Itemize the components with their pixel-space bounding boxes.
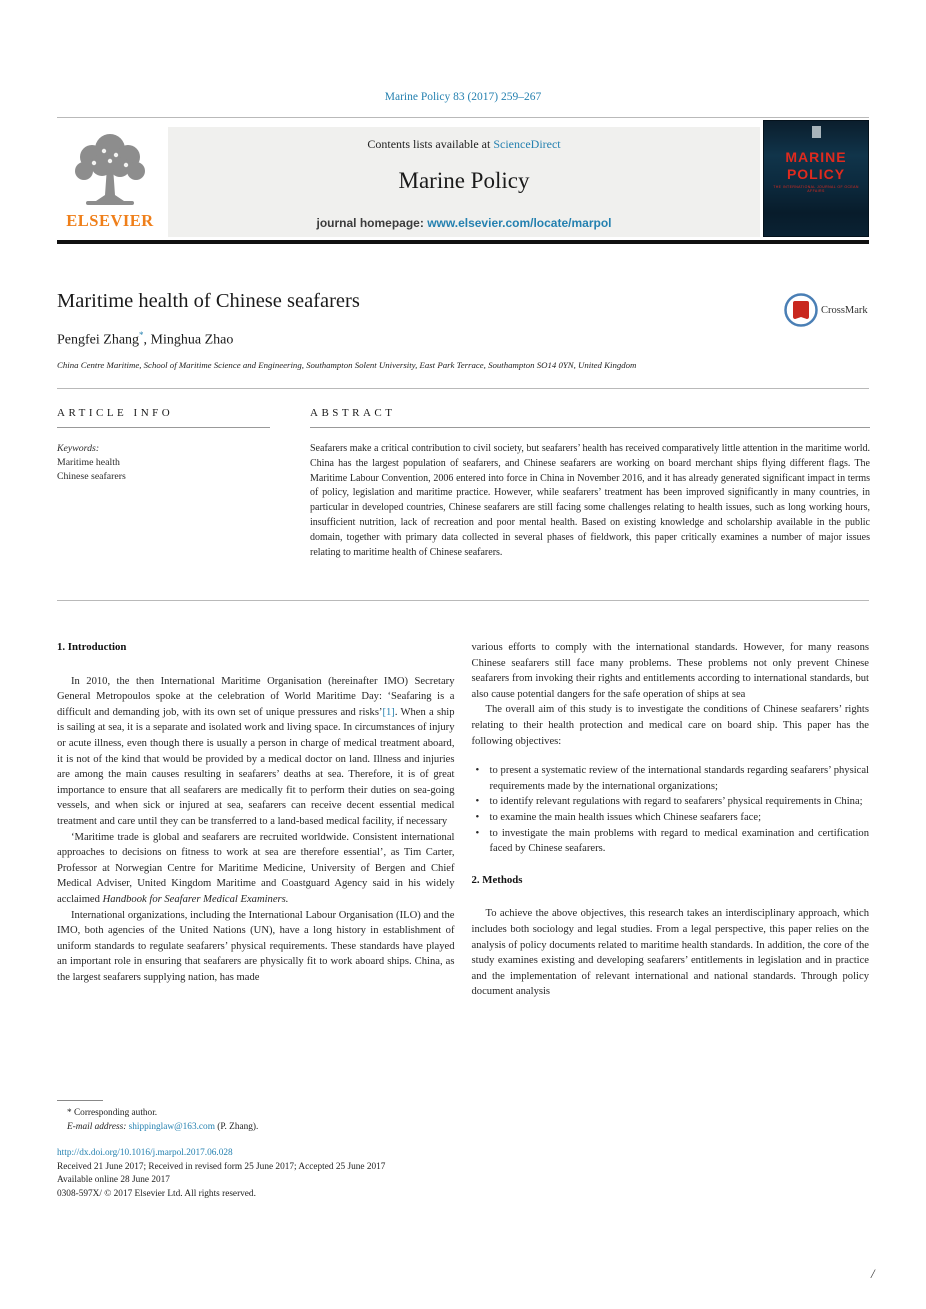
masthead-box	[168, 127, 760, 237]
footnote-rule	[57, 1100, 103, 1101]
contents-prefix: Contents lists available at	[367, 137, 494, 151]
paragraph	[57, 674, 455, 830]
received-dates: Received 21 June 2017; Received in revised form 25 June 2017; Accepted 25 June 2017	[57, 1161, 386, 1172]
keyword-item: Maritime health	[57, 457, 120, 468]
homepage-line	[168, 216, 760, 230]
article-title: Maritime health of Chinese seafarers	[57, 290, 360, 312]
contents-line	[168, 137, 760, 152]
divider-under-abstract	[57, 600, 869, 601]
publication-info-block	[57, 1147, 497, 1201]
cover-subtitle: THE INTERNATIONAL JOURNAL OF OCEAN AFFAIRS	[773, 185, 859, 193]
divider-top	[57, 117, 869, 118]
objective-text: to investigate the main problems with regard to medical examination and certification faced by Chinese seafarers.	[489, 827, 869, 855]
objective-text: to present a systematic review of the international standards regarding seafarers’ physical requirements made by the international organizations;	[489, 765, 869, 792]
keywords-label: Keywords:	[57, 443, 100, 454]
intro-p1-b: . When a ship is sailing at sea, it is a separate and isolated work and living space. In circumstances of injury or acute illness, even though there is usually a person in charge of medical treatment aboard, it is not of the kind that would be provided by a medical doctor on land. Illness and injuries are among the main causes resulting in seafarers’ deaths at sea. Therefore, it is of great importance to ensure that all seafarers are medically fit to perform their duties on sea-going vessels, and when sick or injured at sea, seafarers can receive decent essential medical treatment and care until they can be transferred to a land-based medical facility, if necessary	[57, 706, 455, 827]
available-online: Available online 28 June 2017	[57, 1175, 170, 1185]
abstract-text: Seafarers make a critical contribution to civil society, but seafarers’ health has received comparatively little attention in the maritime world. China has the largest population of seafarers, and Chinese seafarers are working on board merchant ships flying different flags. The Maritime Labour Convention, 2006 entered into force in China in November 2016, and it has already generated significant impact in terms of policy, legislation and maritime practice. However, while seafarers’ treatment has been improved significantly in many countries, in particular in developed countries, Chinese seafarers are still facing some challenges relating to health issues, such as long working hours, insufficient nutrition, lack of recreation and poor mental health. Based on existing knowledge and scholarship available in the public domain, together with primary data collected in several phases of fieldwork, this paper critically examines a number of major issues relating to maritime health of Chinese seafarers.	[310, 443, 870, 558]
bullet-icon: •	[475, 765, 480, 777]
article-info-rule	[57, 427, 270, 428]
journal-cover-thumbnail	[763, 120, 869, 237]
reference-1-link[interactable]: [1]	[382, 706, 395, 718]
paragraph: To achieve the above objectives, this research takes an interdisciplinary approach, which includes both sociology and legal studies. From a legal perspective, this paper relies on the analysis of policy documents related to maritime health standards. In addition, the core of the study examines existing and developing seafarers’ entitlements in legislation and in practice and the implementation of relevant international and national standards. Through policy document analysis	[471, 908, 869, 998]
abstract-section	[310, 407, 870, 560]
journal-citation: Marine Policy 83 (2017) 259–267	[384, 91, 542, 103]
handbook-title: Handbook for Seafarer Medical Examiners.	[102, 893, 289, 905]
section-heading-introduction: 1. Introduction	[57, 641, 127, 653]
abstract-rule	[310, 427, 870, 428]
cover-title-line2: POLICY	[786, 166, 846, 182]
objective-item	[476, 763, 870, 794]
email-suffix: (P. Zhang).	[214, 1121, 259, 1132]
authors-line	[57, 330, 233, 349]
divider-black-bar	[57, 240, 869, 244]
homepage-prefix: journal homepage:	[316, 216, 428, 230]
objectives-list	[476, 763, 870, 857]
bullet-icon: •	[475, 811, 480, 823]
body-columns	[57, 640, 869, 1000]
divider-under-header	[57, 388, 869, 389]
section-heading-methods: 2. Methods	[471, 873, 523, 886]
objective-text: to identify relevant regulations with regard to seafarers’ physical requirements in China;	[489, 796, 863, 808]
sciencedirect-link[interactable]: ScienceDirect	[493, 137, 561, 151]
elsevier-wordmark: ELSEVIER	[66, 211, 154, 230]
objective-item	[476, 826, 870, 857]
elsevier-tree-icon	[64, 127, 156, 213]
journal-title: Marine Policy	[398, 168, 530, 193]
article-info-section	[57, 407, 270, 484]
masthead	[57, 127, 869, 237]
issn-copyright: 0308-597X/ © 2017 Elsevier Ltd. All rights reserved.	[57, 1188, 256, 1199]
paragraph: various efforts to comply with the international standards. However, for many reasons Chinese seafarers still face many problems. These problems not only prevent Chinese seafarers from invoking their rights and entitlements according to international standards, but also cause potential dangers for the safe operation of ships at sea	[471, 642, 869, 700]
author-1: Pengfei Zhang	[57, 332, 140, 348]
paragraph: International organizations, including the International Labour Organisation (ILO) and the IMO, both agencies of the United Nations (UN), have a long history in establishment of uniform standards to regulate seafarers’ physical requirements. These standards have played an important role in ensuring that seafarers are physically fit to work aboard ships. China, as the largest seafarers supplying nation, has made	[57, 909, 455, 983]
body-column-left	[57, 640, 455, 1000]
paragraph	[57, 830, 455, 908]
email-label: E-mail address:	[67, 1121, 127, 1132]
cover-title-line1: MARINE	[785, 149, 847, 165]
elsevier-logo	[57, 127, 163, 237]
footnote-block	[57, 1100, 477, 1134]
email-line	[57, 1121, 477, 1135]
email-link[interactable]: shippinglaw@163.com	[128, 1121, 215, 1132]
cover-emblem-icon	[812, 126, 821, 138]
keywords-block	[57, 442, 270, 484]
paragraph: The overall aim of this study is to investigate the conditions of Chinese seafarers’ rights relating to their health protection and medical care on board ship. This paper has the following objectives:	[471, 704, 869, 747]
corner-mark: /	[871, 1266, 875, 1281]
objective-item	[476, 794, 870, 810]
intro-p1-a: In 2010, the then International Maritime Organisation (hereinafter IMO) Secretary General Metropoulos spoke at the celebration of World Maritime Day: ‘Seafaring is a difficult and demanding job, with its own set of unique pressures and risks’	[57, 675, 455, 718]
crossmark-icon	[784, 293, 818, 327]
abstract-heading: ABSTRACT	[310, 407, 396, 419]
objective-text: to examine the main health issues which Chinese seafarers face;	[489, 811, 762, 823]
intro-p2-a: ‘Maritime trade is global and seafarers are recruited worldwide. Consistent international approaches to decisions on fitness to work at sea are therefore essential’, as Tim Carter, Professor at Norwegian Centre for Maritime Medicine, University of Bergen and Chief Medical Adviser, United Kingdom Maritime and Coastguard Agency said in his widely acclaimed	[57, 831, 455, 905]
corresponding-author-asterisk[interactable]: *	[139, 330, 144, 340]
author-2: , Minghua Zhao	[143, 332, 234, 348]
affiliation: China Centre Maritime, School of Maritime Science and Engineering, Southampton Solent University, East Park Terrace, Southampton SO14 0YN, United Kingdom	[57, 360, 637, 370]
crossmark-badge[interactable]	[784, 293, 870, 327]
objective-item	[476, 810, 870, 826]
body-column-right	[472, 640, 870, 1000]
keyword-item: Chinese seafarers	[57, 471, 126, 482]
doi-link[interactable]: http://dx.doi.org/10.1016/j.marpol.2017.06.028	[57, 1148, 233, 1158]
article-info-heading: ARTICLE INFO	[57, 407, 174, 419]
crossmark-label: CrossMark	[821, 304, 868, 316]
homepage-url-link[interactable]: www.elsevier.com/locate/marpol	[427, 216, 612, 230]
corresponding-author-note: * Corresponding author.	[67, 1108, 158, 1118]
bullet-icon: •	[475, 796, 480, 808]
bullet-icon: •	[475, 827, 480, 839]
